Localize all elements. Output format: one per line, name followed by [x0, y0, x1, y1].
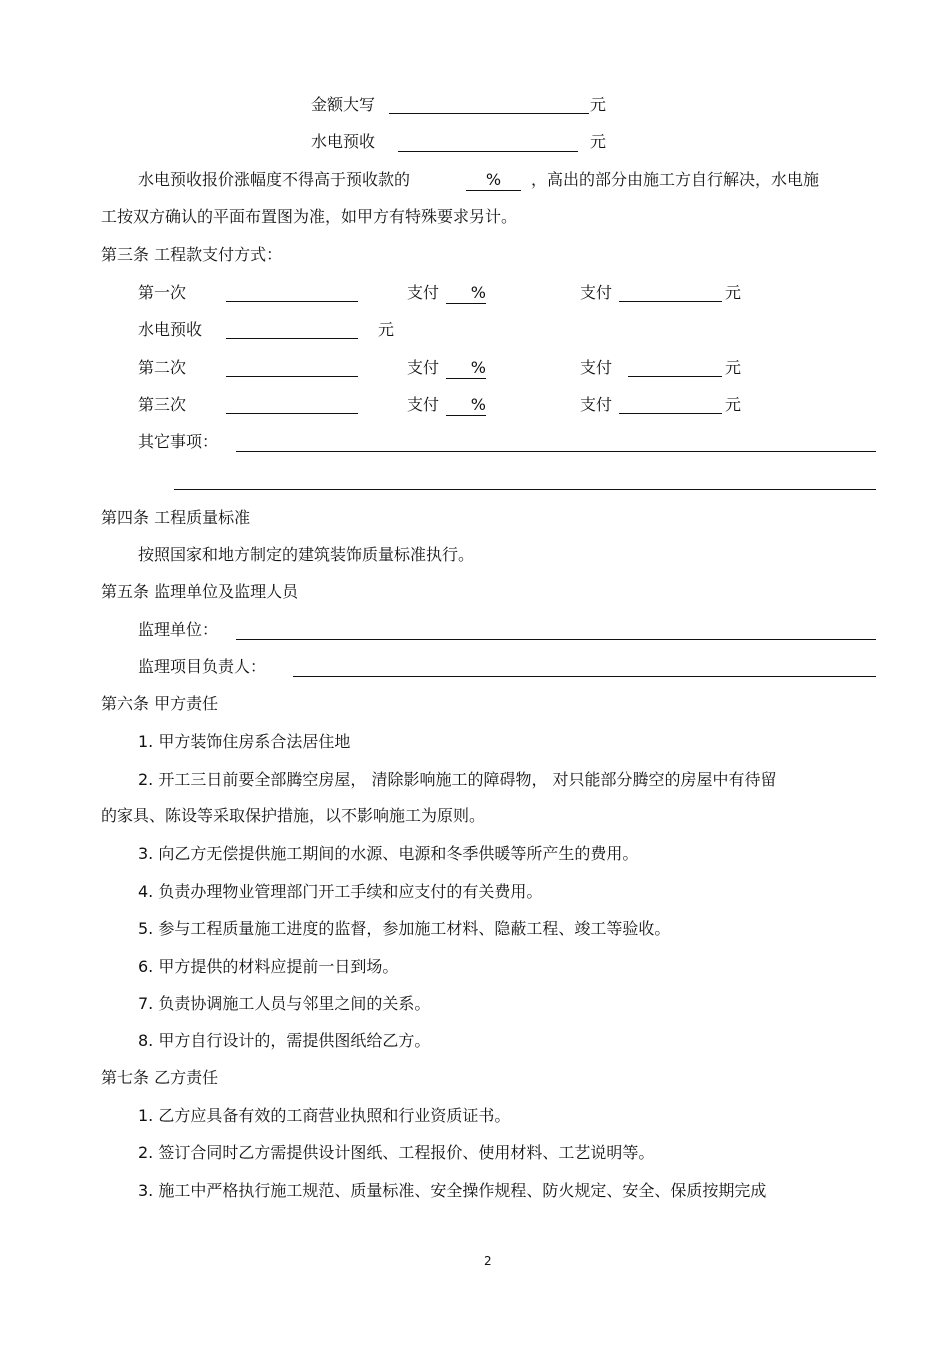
- list-item: 3. 施工中严格执行施工规范、质量标准、安全操作规程、防火规定、安全、保质按期完成: [138, 1181, 767, 1200]
- list-item: 4. 负责办理物业管理部门开工手续和应支付的有关费用。: [138, 882, 543, 901]
- pay-percent-label: 支付: [407, 395, 440, 414]
- other-matters-label: 其它事项：: [138, 432, 219, 451]
- payment-row-label: 第二次: [138, 358, 187, 377]
- article3-heading: 第三条 工程款支付方式：: [101, 245, 283, 264]
- list-item: 2. 开工三日前要全部腾空房屋， 清除影响施工的障碍物， 对只能部分腾空的房屋中有待留: [138, 770, 777, 789]
- pay-percent-blank: %: [446, 283, 486, 304]
- article6-heading: 第六条 甲方责任: [101, 694, 219, 713]
- payment-row-label: 第一次: [138, 283, 187, 302]
- water-elec-percent-blank: %: [466, 170, 521, 191]
- payment-row-label: 水电预收: [138, 320, 203, 339]
- payment-row-blank: [226, 413, 358, 414]
- other-matters-blank: [236, 451, 876, 452]
- list-item: 3. 向乙方无偿提供施工期间的水源、电源和冬季供暖等所产生的费用。: [138, 844, 639, 863]
- pay-amount-label: 支付: [580, 283, 613, 302]
- supervision-person-label: 监理项目负责人：: [138, 657, 267, 676]
- other-matters-blank-2: [174, 489, 876, 490]
- pay-percent-label: 支付: [407, 283, 440, 302]
- payment-row-label: 第三次: [138, 395, 187, 414]
- water-elec-note-suffix: ，高出的部分由施工方自行解决，水电施: [531, 170, 820, 189]
- article4-text: 按照国家和地方制定的建筑装饰质量标准执行。: [138, 545, 475, 564]
- list-item: 6. 甲方提供的材料应提前一日到场。: [138, 957, 399, 976]
- payment-row-blank: [226, 376, 358, 377]
- supervision-person-blank: [293, 676, 876, 677]
- list-item: 8. 甲方自行设计的，需提供图纸给乙方。: [138, 1031, 431, 1050]
- supervision-unit-blank: [236, 639, 876, 640]
- list-item: 1. 乙方应具备有效的工商营业执照和行业资质证书。: [138, 1106, 511, 1125]
- pay-amount-blank: [628, 376, 722, 377]
- pay-amount-label: 支付: [580, 395, 613, 414]
- yuan-text: 元: [725, 283, 742, 302]
- list-item: 7. 负责协调施工人员与邻里之间的关系。: [138, 994, 431, 1013]
- pay-percent-blank: %: [446, 358, 486, 379]
- list-item: 1. 甲方装饰住房系合法居住地: [138, 732, 351, 751]
- water-elec-label: 水电预收: [311, 132, 376, 151]
- article5-heading: 第五条 监理单位及监理人员: [101, 582, 299, 601]
- water-elec-note-prefix: 水电预收报价涨幅度不得高于预收款的: [138, 170, 411, 189]
- pay-percent-label: 支付: [407, 358, 440, 377]
- water-elec-note-line2: 工按双方确认的平面布置图为准，如甲方有特殊要求另计。: [101, 207, 518, 226]
- page-number: 2: [484, 1254, 492, 1268]
- yuan-text: 元: [725, 395, 742, 414]
- pay-amount-blank: [619, 301, 722, 302]
- list-item: 5. 参与工程质量施工进度的监督，参加施工材料、隐蔽工程、竣工等验收。: [138, 919, 671, 938]
- payment-row-blank: [226, 301, 358, 302]
- article4-heading: 第四条 工程质量标准: [101, 508, 251, 527]
- list-item: 2. 签订合同时乙方需提供设计图纸、工程报价、使用材料、工艺说明等。: [138, 1143, 655, 1162]
- pay-amount-blank: [619, 413, 722, 414]
- article7-heading: 第七条 乙方责任: [101, 1068, 219, 1087]
- supervision-unit-label: 监理单位：: [138, 620, 219, 639]
- amount-uppercase-blank: [389, 113, 589, 114]
- yuan-text: 元: [378, 320, 395, 339]
- yuan-text: 元: [590, 132, 607, 151]
- payment-row-blank: [226, 338, 358, 339]
- yuan-text: 元: [590, 95, 607, 114]
- water-elec-blank: [398, 151, 578, 152]
- yuan-text: 元: [725, 358, 742, 377]
- pay-percent-blank: %: [446, 395, 486, 416]
- pay-amount-label: 支付: [580, 358, 613, 377]
- amount-uppercase-label: 金额大写: [311, 95, 376, 114]
- list-item: 的家具、陈设等采取保护措施，以不影响施工为原则。: [101, 806, 486, 825]
